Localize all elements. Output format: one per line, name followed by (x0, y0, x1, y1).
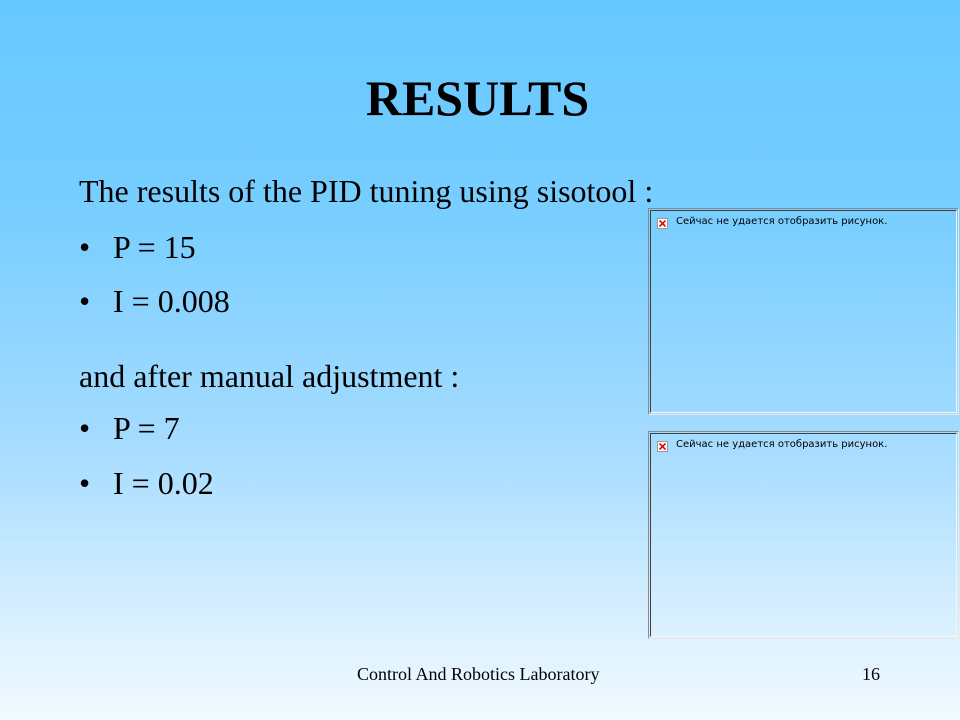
bullet-icon: • (79, 410, 91, 446)
slide-number: 16 (862, 664, 880, 684)
bullet-item-i-manual (79, 463, 214, 503)
broken-image-icon (657, 218, 668, 229)
bullet-icon: • (79, 465, 91, 501)
manual-intro: and after manual adjustment : (79, 358, 460, 394)
bullet-text: I = 0.02 (113, 465, 214, 501)
slide-title: RESULTS (365, 70, 590, 126)
broken-image-placeholder-bottom (648, 431, 959, 639)
bullet-item-i-sisotool (79, 281, 230, 321)
bullet-text: P = 7 (113, 410, 180, 446)
bullet-item-p-manual (79, 408, 180, 448)
bullet-text: P = 15 (113, 229, 196, 265)
broken-image-message: Сейчас не удается отобразить рисунок. (676, 439, 888, 450)
bullet-icon: • (79, 283, 91, 319)
bullet-item-p-sisotool (79, 227, 196, 267)
broken-image-placeholder-top (648, 208, 959, 415)
broken-image-message: Сейчас не удается отобразить рисунок. (676, 216, 888, 227)
broken-image-icon (657, 441, 668, 452)
bullet-text: I = 0.008 (113, 283, 230, 319)
footer-lab-name: Control And Robotics Laboratory (357, 664, 600, 684)
bullet-icon: • (79, 229, 91, 265)
sisotool-intro: The results of the PID tuning using sisotool : (79, 173, 654, 209)
